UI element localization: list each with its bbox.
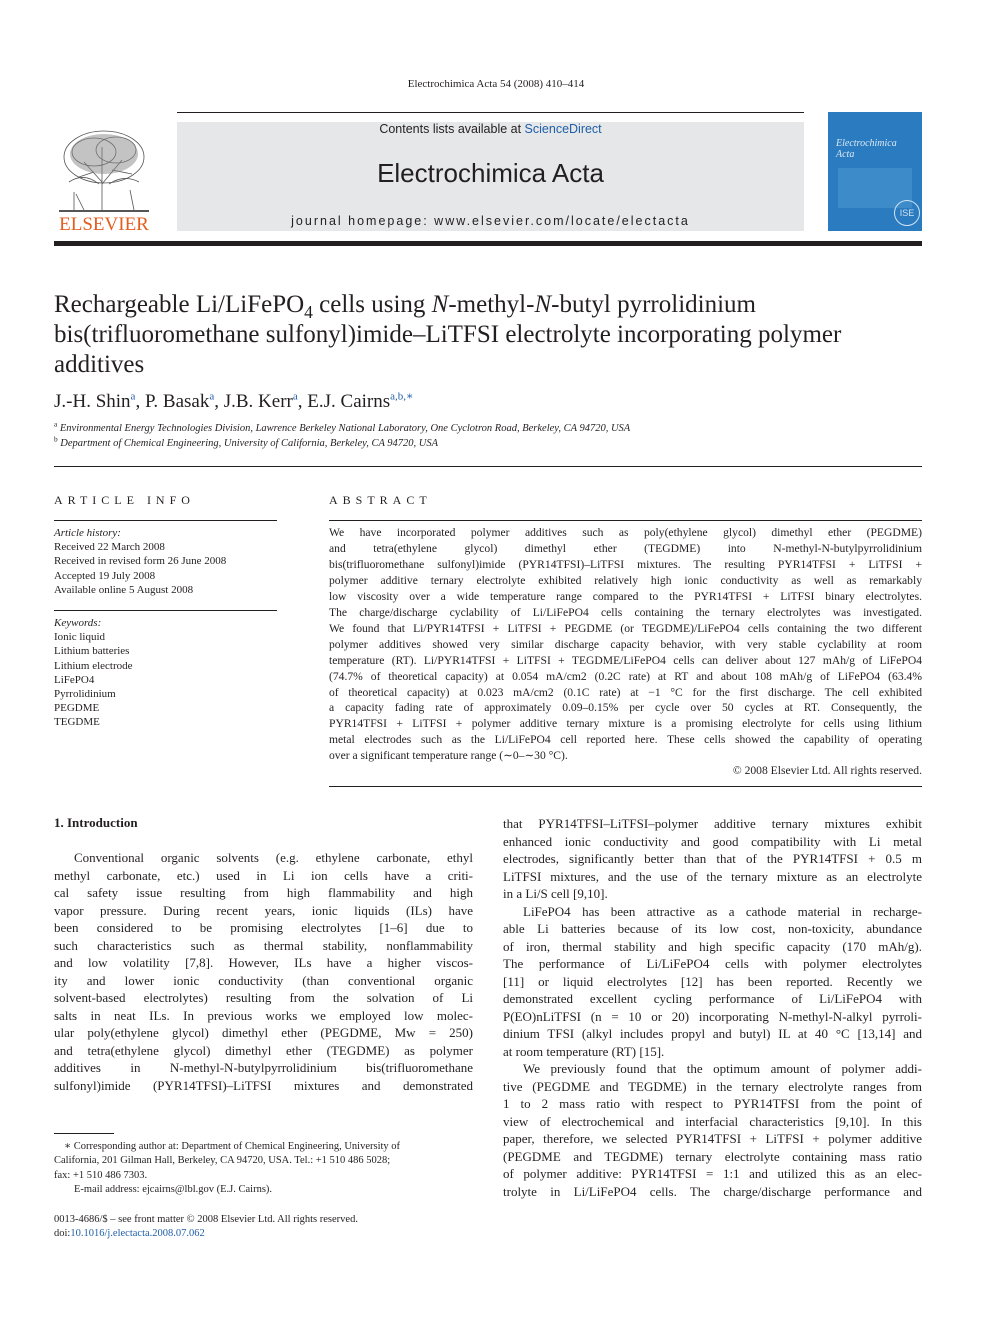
abstract-line: temperature (RT). Li/PYR14TFSI + LiTFSI + TEGDME/LiFePO4 cells can deliver about 127 mAh/g of LiFePO4 bbox=[329, 653, 922, 667]
abstract-line: (74.7% of theoretical capacity) at 0.054 mA/cm2 (0.2C rate) at RT and about 108 mAh/g of LiFePO4 (63.4% bbox=[329, 669, 922, 683]
body-line: demonstrated excellent cycling performance of Li/LiFePO4 with bbox=[503, 991, 922, 1006]
abstract-line: and tetra(ethylene glycol) dimethyl ether (TEGDME) into N-methyl-N-butylpyrrolidinium bbox=[329, 541, 922, 555]
abstract-line: of theoretical capacity) at 0.023 mA/cm2 (0.1C rate) at −1 °C for the first discharge. The cell exhibited bbox=[329, 685, 922, 699]
affiliation: $^a$ Environmental Energy Technologies Division, Lawrence Berkeley National Laboratory, One Cyclotron Road, Berkeley, CA 94720, USA bbox=[54, 419, 631, 434]
body-line: solvent-based electrolytes) resulting from the solvation of Li bbox=[54, 990, 473, 1005]
affiliation-rule bbox=[54, 466, 922, 467]
body-line: [11] or liquid electrolytes [12] has been reported. Recently we bbox=[503, 973, 922, 989]
keyword: LiFePO4 bbox=[54, 673, 95, 686]
copyright-notice: © 2008 Elsevier Ltd. All rights reserved. bbox=[732, 764, 922, 777]
keyword: Ionic liquid bbox=[54, 631, 106, 644]
author[interactable]: E.J. Cairns$^{a,b,∗}$ bbox=[307, 390, 414, 412]
ise-badge-label: ISE bbox=[899, 208, 915, 218]
body-line: in a Li/S cell [9,10]. bbox=[503, 886, 608, 901]
journal-citation: Electrochimica Acta 54 (2008) 410–414 bbox=[407, 78, 585, 90]
body-line: ity and lower ionic conductivity (than conventional organic bbox=[54, 972, 473, 988]
issn-line: 0013-4686/$ – see front matter © 2008 Elsevier Ltd. All rights reserved. bbox=[54, 1214, 358, 1225]
footnote-line: ∗ Corresponding author at: Department of Chemical Engineering, University of bbox=[64, 1141, 401, 1152]
body-line: view of electrochemical and interfacial characteristics [9,10]. In this bbox=[503, 1113, 922, 1129]
history-label: Article history: bbox=[54, 527, 121, 539]
body-line: methyl carbonate, etc.) used in Li ion cells have a criti- bbox=[54, 867, 473, 883]
body-line: that PYR14TFSI–LiTFSI–polymer additive ternary mixtures exhibit bbox=[503, 816, 922, 831]
body-line: been considered to be promising electrolytes [1–6] due to bbox=[54, 920, 473, 935]
left-column bbox=[54, 849, 473, 1094]
section-heading: 1. Introduction bbox=[54, 815, 138, 830]
author[interactable]: P. Basak$^a$ bbox=[144, 390, 215, 412]
body-line: trolyte in Li/LiFePO4 cells. The charge/discharge performance and bbox=[503, 1183, 922, 1199]
body-line: We previously found that the optimum amount of polymer addi- bbox=[523, 1061, 922, 1076]
footnote-line: fax: +1 510 486 7303. bbox=[54, 1169, 148, 1181]
abstract-heading: ABSTRACT bbox=[329, 493, 432, 507]
footnote-email[interactable]: E-mail address: ejcairns@lbl.gov (E.J. Cairns). bbox=[74, 1184, 273, 1196]
keyword: Lithium electrode bbox=[54, 659, 133, 672]
keywords-rule bbox=[54, 610, 277, 611]
keyword: TEGDME bbox=[54, 716, 100, 729]
abstract-line: bis(trifluoromethane sulfonyl)imide (PYR14TFSI)–LiTFSI mixtures. The resulting PYR14TFSI + LiTFSI + bbox=[329, 557, 922, 571]
body-line: additives in N-methyl-N-butylpyrrolidinium bis(trifluoromethane bbox=[54, 1060, 473, 1075]
journal-banner bbox=[177, 122, 804, 231]
keywords bbox=[54, 616, 277, 730]
ise-badge bbox=[894, 200, 920, 226]
cover-title: Electrochimica Acta bbox=[836, 138, 897, 160]
header-rule bbox=[177, 112, 804, 113]
article-info-rule bbox=[54, 520, 277, 521]
body-line: of iron, thermal stability and high specific capacity (170 mAh/g). bbox=[503, 938, 922, 954]
body-line: tive (PEGDME and TEGDME) in the ternary electrolyte ranges from bbox=[503, 1078, 922, 1094]
keyword: Lithium batteries bbox=[54, 645, 130, 658]
body-line: able Li batteries because of its low cost, non-toxicity, abundance bbox=[503, 921, 922, 936]
keyword: Pyrrolidinium bbox=[54, 688, 116, 701]
corresponding-author-footnote bbox=[54, 1140, 473, 1198]
history-item: Received 22 March 2008 bbox=[54, 541, 165, 554]
body-line: electrodes, significantly better than that of the PYR14TFSI + 0.5 m bbox=[503, 851, 922, 866]
elsevier-wordmark: ELSEVIER bbox=[59, 214, 149, 235]
history-item: Received in revised form 26 June 2008 bbox=[54, 555, 227, 568]
right-column bbox=[503, 815, 922, 1200]
abstract-line: We found that Li/PYR14TFSI + LiTFSI + PEGDME (or TEGDME)/LiFePO4 cells containing the two different bbox=[329, 621, 922, 635]
footnote-line: California, 201 Gilman Hall, Berkeley, CA 94720, USA. Tel.: +1 510 486 5028; bbox=[54, 1155, 391, 1167]
body-line: paper, therefore, we selected PYR14TFSI + LiTFSI + polymer additive bbox=[503, 1131, 922, 1146]
body-line: (PEGDME and TEGDME) ternary electrolyte containing mass ratio bbox=[503, 1148, 922, 1164]
article-history bbox=[54, 526, 277, 597]
history-item: Accepted 19 July 2008 bbox=[54, 569, 156, 582]
keywords-label: Keywords: bbox=[54, 617, 102, 629]
body-line: cal safety issue resulting from high flammability and high bbox=[54, 885, 473, 900]
abstract-text bbox=[329, 525, 922, 764]
title-line-1: Rechargeable Li/LiFePO$_4$ cells using N-methyl-N-butyl pyrrolidinium bbox=[54, 291, 756, 322]
article-info-heading: ARTICLE INFO bbox=[54, 493, 195, 507]
author[interactable]: J.B. Kerr$^a$ bbox=[223, 390, 298, 412]
body-line: ular poly(ethylene glycol) dimethyl ether (PEGDME, Mw = 250) bbox=[54, 1025, 473, 1040]
title-line-2: bis(trifluoromethane sulfonyl)imide–LiTFSI electrolyte incorporating polymer bbox=[54, 321, 842, 348]
article-title bbox=[54, 290, 922, 380]
body-line: and low volatility [7,8]. However, ILs have a higher viscos- bbox=[54, 955, 473, 970]
abstract-line: polymer additive ternary electrolyte exhibited relatively high ionic conductivity as well as remarkably bbox=[329, 573, 922, 587]
journal-homepage[interactable]: journal homepage: www.elsevier.com/locate/electacta bbox=[291, 214, 690, 228]
body-line: vapor pressure. During recent years, ionic liquids (ILs) have bbox=[54, 902, 473, 918]
contents-line bbox=[177, 122, 804, 136]
body-line: The performance of Li/LiFePO4 cells with polymer electrolytes bbox=[503, 956, 922, 971]
abstract-line: metal electrodes such as the Li/LiFePO4 cell reported here. These cells showed the capability of operating bbox=[329, 733, 922, 747]
abstract-line: a capacity fading rate of approximately 0.09–0.15% per cycle over 50 cycles at RT. Consequently, the bbox=[329, 701, 922, 715]
journal-cover[interactable] bbox=[828, 112, 922, 231]
body-line: such characteristics such as thermal stability, nonflammability bbox=[54, 937, 473, 953]
body-line: salts in neat ILs. In previous works we employed low molec- bbox=[54, 1007, 473, 1023]
sciencedirect-link[interactable]: ScienceDirect bbox=[524, 122, 602, 136]
body-line: Conventional organic solvents (e.g. ethylene carbonate, ethyl bbox=[74, 850, 473, 865]
body-line: dinium TFSI (alkyl includes propyl and butyl) IL at 40 °C [13,14] and bbox=[503, 1026, 922, 1041]
author[interactable]: J.-H. Shin$^a$ bbox=[54, 390, 136, 412]
contents-prefix: Contents lists available at bbox=[379, 122, 525, 136]
abstract-line: PYR14TFSI + LiTFSI + polymer additive ternary mixture is a promising electrolyte for cells using lithium bbox=[329, 717, 922, 731]
body-line: 1 to 2 mass ratio with respect to PYR14TFSI from the point of bbox=[503, 1096, 922, 1111]
doi-link[interactable]: 10.1016/j.electacta.2008.07.062 bbox=[70, 1228, 205, 1240]
keyword: PEGDME bbox=[54, 702, 100, 715]
history-item: Available online 5 August 2008 bbox=[54, 583, 194, 596]
elsevier-logo[interactable] bbox=[54, 122, 154, 234]
header-thick-rule bbox=[54, 241, 922, 246]
author-list: J.-H. Shin$^a$, P. Basak$^a$, J.B. Kerr$^a$, E.J. Cairns$^{a,b,∗}$ bbox=[54, 390, 414, 412]
abstract-rule-top bbox=[329, 520, 922, 521]
abstract-line: over a significant temperature range (∼0–∼30 °C). bbox=[329, 749, 568, 763]
body-line: sulfonyl)imide (PYR14TFSI)–LiTFSI mixtures and demonstrated bbox=[54, 1077, 473, 1093]
abstract-line: We have incorporated polymer additives such as poly(ethylene glycol) dimethyl ether (PEGDME) bbox=[329, 526, 922, 539]
body-line: of polymer additive: PYR14TFSI = 1:1 and utilized this as an elec- bbox=[503, 1166, 922, 1181]
body-line: enhanced ionic conductivity and good compatibility with Li metal bbox=[503, 833, 922, 849]
affiliation: $^b$ Department of Chemical Engineering, University of California, Berkeley, CA 94720, USA bbox=[54, 434, 439, 449]
issn-doi bbox=[54, 1213, 473, 1242]
journal-title: Electrochimica Acta bbox=[377, 158, 604, 188]
body-line: at room temperature (RT) [15]. bbox=[503, 1043, 665, 1059]
abstract-line: low viscosity over a wide temperature range compared to the PYR14TFSI + LiTFSI binary electrolytes. bbox=[329, 589, 922, 603]
abstract-line: The charge/discharge cyclability of Li/LiFePO4 cells containing the ternary electrolytes was investigated. bbox=[329, 605, 922, 619]
body-line: P(EO)nLiTFSI (n = 10 or 20) incorporating N-methyl-N-alkyl pyrroli- bbox=[503, 1008, 922, 1024]
body-line: and tetra(ethylene glycol) dimethyl ether (TEGDME) as polymer bbox=[54, 1042, 473, 1058]
footnote-rule bbox=[54, 1133, 114, 1134]
body-line: LiFePO4 has been attractive as a cathode material in recharge- bbox=[523, 903, 922, 919]
body-line: LiTFSI mixtures, and the use of the ternary mixture as an electrolyte bbox=[503, 868, 922, 884]
doi-line: doi:10.1016/j.electacta.2008.07.062 bbox=[54, 1228, 205, 1240]
title-line-3: additives bbox=[54, 351, 145, 378]
abstract-line: polymer additives showed very similar discharge capacity behavior, with very stable cyclability at room bbox=[329, 637, 922, 651]
abstract-rule-bottom bbox=[329, 786, 922, 787]
